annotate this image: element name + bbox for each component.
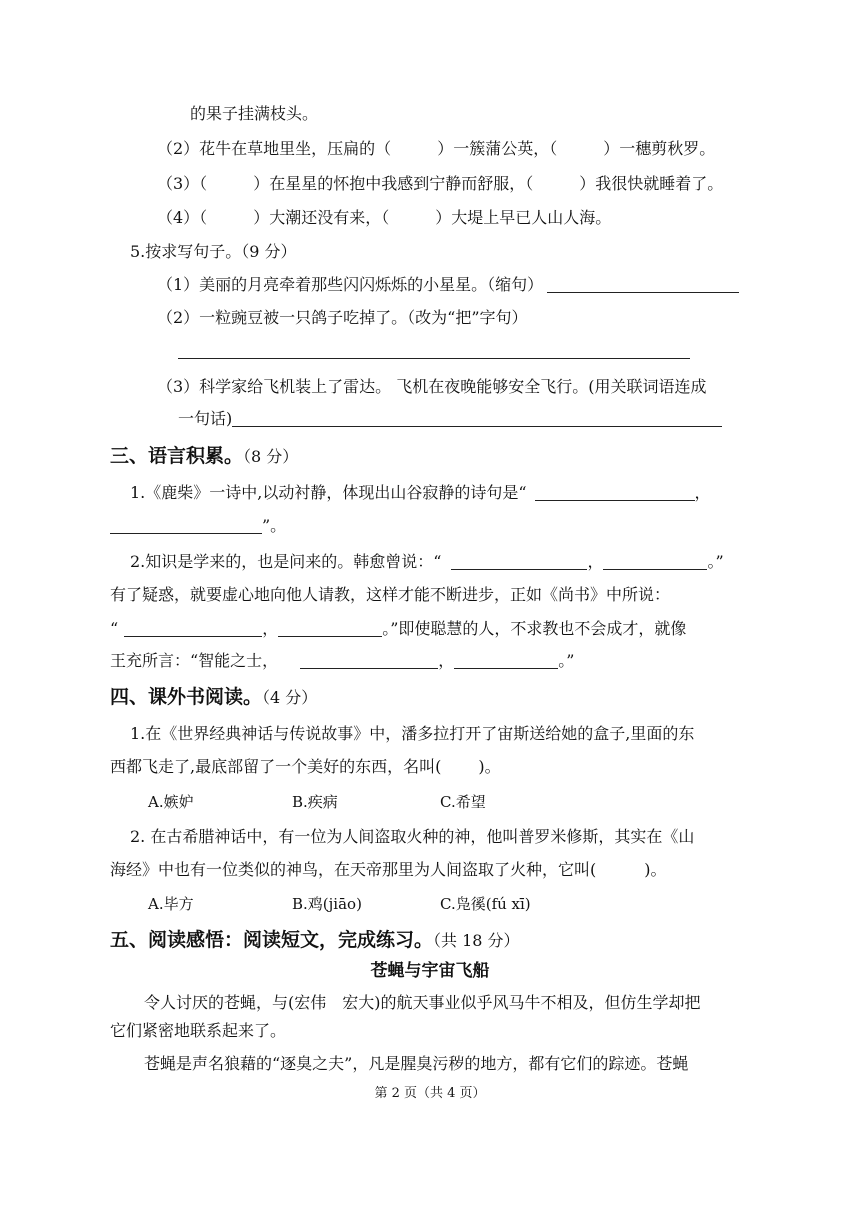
q4-4 — [157, 207, 611, 229]
s3-q2-line4-end: 。” — [558, 651, 575, 670]
q4-2 — [157, 138, 715, 160]
q5-3-answer-line[interactable] — [232, 410, 722, 427]
s3-q2-line3-open: “ — [110, 619, 119, 638]
s3-q2-blank-5[interactable] — [300, 652, 438, 669]
q4-4-part-b: ）大潮还没有来，（ — [253, 208, 390, 227]
section4-heading — [110, 685, 317, 710]
s4-q2-option-b[interactable]: B.鸡(jiāo) — [292, 895, 362, 913]
q4-3-part-c: ）我很快就睡着了。 — [579, 174, 724, 193]
q4-2-part-a: （2）花牛在草地里坐，压扁的（ — [157, 139, 392, 158]
s3-q2-blank-3[interactable] — [124, 620, 262, 637]
s3-q2 — [130, 551, 724, 573]
s4-q1-line1: 1.在《世界经典神话与传说故事》中，潘多拉打开了宙斯送给她的盒子,里面的东 — [130, 724, 695, 743]
q5-1-text: （1）美丽的月亮牵着那些闪闪烁烁的小星星。（缩句） — [157, 275, 544, 294]
passage-title: 苍蝇与宇宙飞船 — [370, 961, 490, 981]
section3-title: 三、语言积累。 — [110, 445, 244, 467]
s3-q2-line4 — [110, 650, 574, 672]
s3-q2-blank-2[interactable] — [603, 553, 707, 570]
q4-3-part-b: ）在星星的怀抱中我感到宁静而舒服，（ — [253, 174, 534, 193]
q4-3 — [157, 173, 723, 195]
q4-4-part-a: （4）（ — [157, 208, 208, 227]
s3-q2-line3-comma: ， — [262, 619, 279, 638]
s3-q2-line3 — [110, 618, 686, 640]
q4-1-continuation: 的果子挂满枝头。 — [190, 104, 319, 123]
q4-2-part-b: ）一簇蒲公英，（ — [437, 139, 558, 158]
s4-q1-option-a[interactable]: A.嫉妒 — [148, 793, 194, 811]
s3-q2-comma: ， — [587, 552, 604, 571]
s3-q2-line4-comma: ， — [438, 651, 455, 670]
s3-q1-blank-2[interactable] — [110, 517, 262, 534]
s4-q2-option-a[interactable]: A.毕方 — [148, 895, 194, 913]
s3-q2-text: 2.知识是学来的，也是问来的。韩愈曾说：“ — [130, 552, 442, 571]
s3-q2-line4-text: 王充所言：“智能之士， — [110, 651, 279, 670]
s3-q1-end: ”。 — [262, 516, 287, 535]
q4-4-part-c: ）大堤上早已人山人海。 — [435, 208, 612, 227]
page-footer: 第 2 页（共 4 页） — [374, 1086, 486, 1101]
q5-1 — [157, 274, 739, 296]
section3-heading — [110, 444, 298, 469]
s3-q2-blank-1[interactable] — [451, 553, 587, 570]
q4-2-part-c: ）一穗剪秋罗。 — [603, 139, 716, 158]
s3-q2-blank-4[interactable] — [278, 620, 382, 637]
s4-q1-option-c[interactable]: C.希望 — [440, 793, 486, 811]
section5-points: （共 18 分） — [433, 931, 520, 950]
q5-2: （2）一粒豌豆被一只鸽子吃掉了。（改为“把”字句） — [157, 308, 528, 327]
q4-3-part-a: （3）（ — [157, 174, 208, 193]
section4-points: （4 分） — [262, 688, 318, 707]
s4-q1-line2: 西都飞走了,最底部留了一个美好的东西，名叫( )。 — [110, 757, 501, 776]
s3-q2-end: 。” — [707, 552, 724, 571]
q5-3-continuation: 一句话) — [178, 409, 233, 428]
q5-3: （3）科学家给飞机装上了雷达。 飞机在夜晚能够安全飞行。(用关联词语连成 — [157, 377, 707, 396]
s3-q2-blank-6[interactable] — [454, 652, 558, 669]
s3-q1-text: 1.《鹿柴》一诗中,以动衬静，体现出山谷寂静的诗句是“ — [130, 483, 527, 502]
s4-q2-line2: 海经》中也有一位类似的神鸟，在天帝那里为人间盗取了火种，它叫( )。 — [110, 860, 667, 879]
q5-3-line2 — [178, 408, 722, 430]
s3-q1-comma: ， — [694, 483, 711, 502]
s4-q1-option-b[interactable]: B.疾病 — [292, 793, 338, 811]
section5-heading — [110, 928, 520, 953]
passage-p2-line1: 苍蝇是声名狼藉的“逐臭之夫”，凡是腥臭污秽的地方，都有它们的踪迹。苍蝇 — [144, 1054, 689, 1073]
s3-q1 — [130, 482, 711, 504]
section3-points: （8 分） — [243, 447, 299, 466]
passage-p1-line2: 它们紧密地联系起来了。 — [110, 1021, 287, 1040]
q5-1-answer-line[interactable] — [547, 276, 739, 293]
s4-q2-line1: 2. 在古希腊神话中，有一位为人间盗取火种的神，他叫普罗米修斯，其实在《山 — [130, 827, 695, 846]
q5-title: 5.按求写句子。（9 分） — [130, 242, 297, 261]
s3-q2-line2: 有了疑惑，就要虚心地向他人请教，这样才能不断进步，正如《尚书》中所说： — [110, 585, 671, 604]
passage-p1-line1: 令人讨厌的苍蝇，与(宏伟 宏大)的航天事业似乎风马牛不相及，但仿生学却把 — [144, 993, 701, 1012]
q5-2-answer-line[interactable] — [178, 340, 690, 362]
s3-q1-line2 — [110, 515, 286, 537]
s3-q2-line3-end: 。”即使聪慧的人，不求教也不会成才，就像 — [382, 619, 687, 638]
s4-q2-option-c[interactable]: C.凫徯(fú xī) — [440, 895, 531, 913]
s3-q1-blank-1[interactable] — [535, 484, 695, 501]
section4-title: 四、课外书阅读。 — [110, 686, 263, 708]
section5-title: 五、阅读感悟：阅读短文，完成练习。 — [110, 929, 434, 951]
